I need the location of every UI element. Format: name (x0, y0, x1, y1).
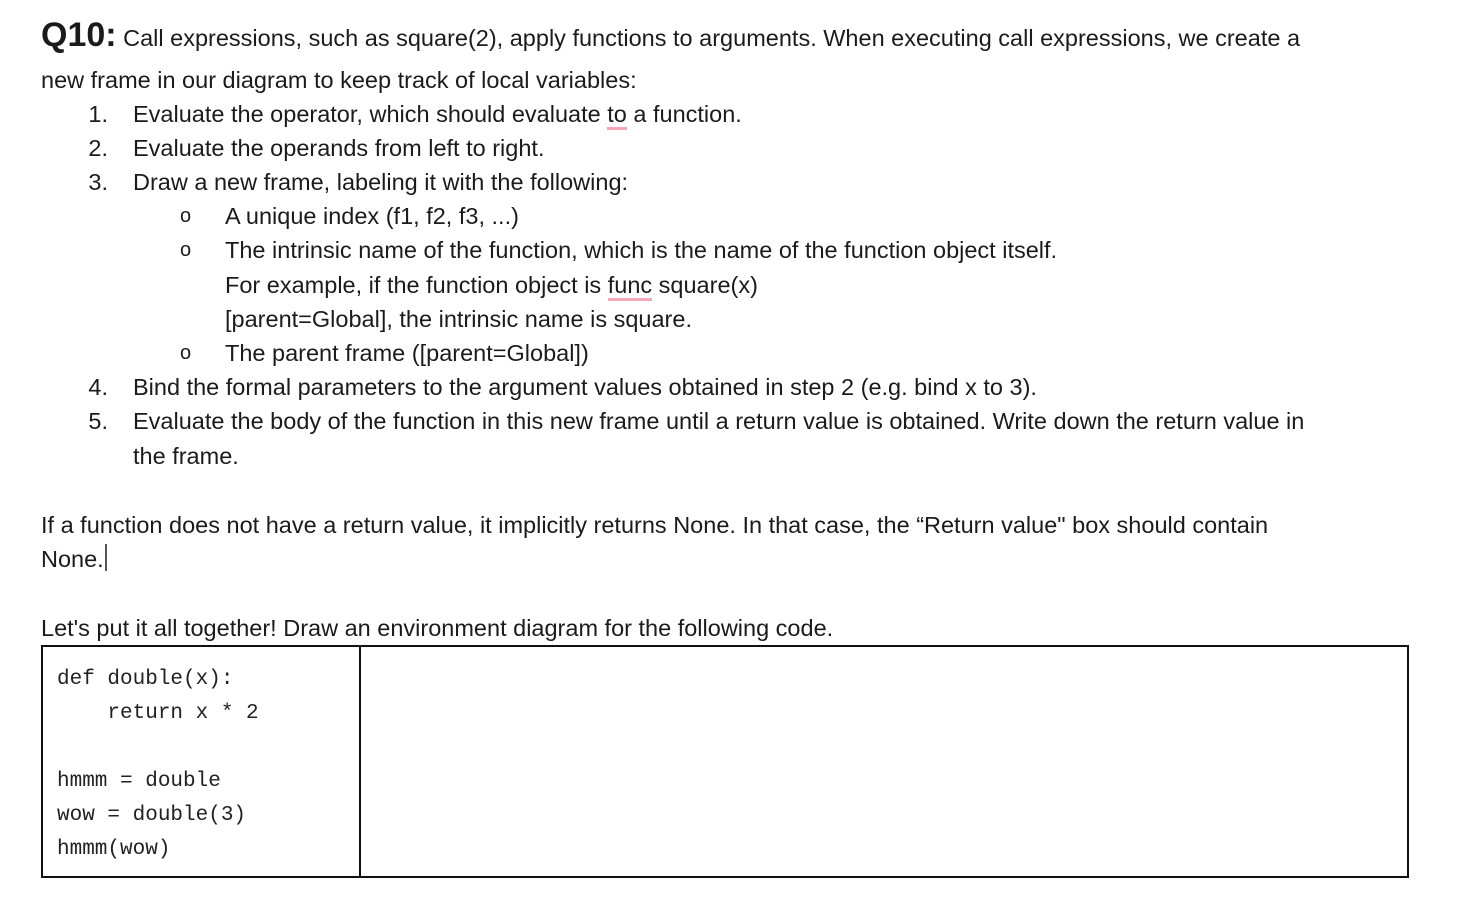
step-4-number: 4. (88, 374, 108, 400)
sub-bullet-2-text-line-2[interactable] (225, 268, 758, 302)
step-4-text[interactable]: Bind the formal parameters to the argument values obtained in step 2 (e.g. bind x to 3). (133, 374, 1037, 400)
question-intro-line-2[interactable]: new frame in our diagram to keep track of local variables: (41, 67, 637, 93)
step-1-text-before: Evaluate the operator, which should evaluate (133, 101, 608, 127)
sub-bullet-2-text-line-3[interactable]: [parent=Global], the intrinsic name is square. (225, 306, 692, 332)
sub-bullet-3-text[interactable]: The parent frame ([parent=Global]) (225, 340, 589, 366)
sub-bullet-2-text-line-1[interactable]: The intrinsic name of the function, which is the name of the function object itself. (225, 237, 1058, 263)
code-line: wow = double(3) (57, 804, 247, 827)
note-line-1[interactable]: If a function does not have a return value, it implicitly returns None. In that case, the “Return value" box should contain (41, 512, 1269, 538)
step-1-number: 1. (88, 101, 108, 127)
code-line: def double(x): (57, 668, 234, 691)
code-cell[interactable] (43, 647, 361, 876)
step-3-text[interactable]: Draw a new frame, labeling it with the following: (133, 169, 629, 195)
diagram-prompt[interactable]: Let's put it all together! Draw an environment diagram for the following code. (41, 615, 834, 641)
note-line-2-text: None. (41, 546, 104, 572)
question-intro-line-1[interactable] (41, 18, 1300, 55)
spellcheck-flagged-word[interactable]: func (608, 272, 652, 301)
step-5-text-line-2[interactable]: the frame. (133, 443, 239, 469)
note-line-2[interactable] (41, 542, 107, 576)
sub-bullet-3-marker: o (180, 342, 192, 364)
step-2-number: 2. (88, 135, 108, 161)
step-3-number: 3. (88, 169, 108, 195)
text-cursor (105, 544, 107, 571)
question-label: Q10: (41, 16, 117, 54)
code-line: return x * 2 (57, 702, 259, 725)
sub-bullet-2-marker: o (180, 239, 192, 261)
diagram-answer-cell[interactable] (361, 647, 1407, 876)
code-line: hmmm = double (57, 770, 221, 793)
step-2-text[interactable]: Evaluate the operands from left to right. (133, 135, 545, 161)
sub-bullet-2-line-2-before: For example, if the function object is (225, 272, 608, 298)
spellcheck-flagged-word[interactable]: to (607, 101, 627, 130)
sub-bullet-1-text[interactable]: A unique index (f1, f2, f3, ...) (225, 203, 519, 229)
step-1-text-after: a function. (626, 101, 742, 127)
code-line: hmmm(wow) (57, 838, 171, 861)
question-intro-text: Call expressions, such as square(2), apply functions to arguments. When executing call expressions, we create a (116, 25, 1301, 51)
code-diagram-table (41, 645, 1409, 878)
step-1-text[interactable] (133, 97, 742, 131)
step-5-number: 5. (88, 408, 108, 434)
step-5-text-line-1[interactable]: Evaluate the body of the function in this new frame until a return value is obtained. Write down the return value in (133, 408, 1305, 434)
sub-bullet-1-marker: o (180, 205, 192, 227)
sub-bullet-2-line-2-after: square(x) (652, 272, 758, 298)
